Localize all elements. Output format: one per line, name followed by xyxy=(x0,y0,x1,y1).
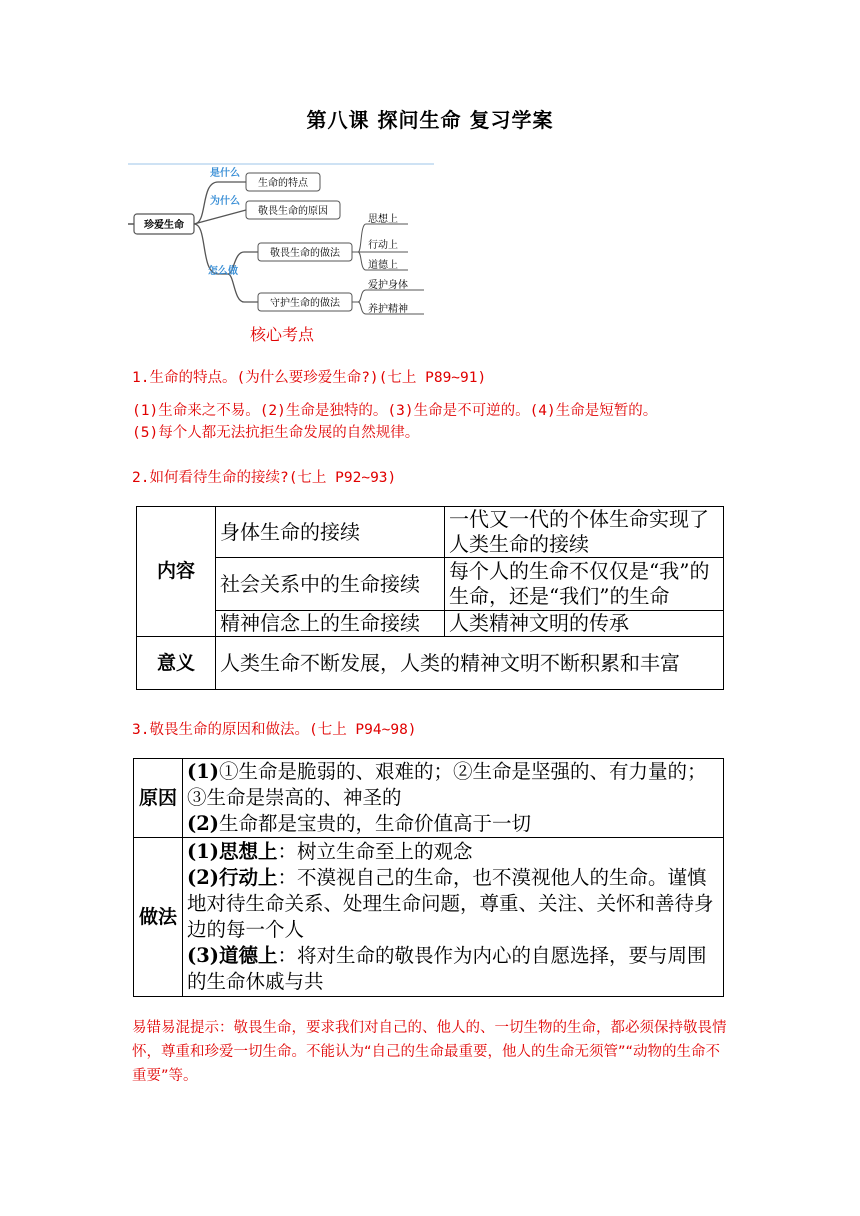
meaning-header: 意义 xyxy=(137,637,216,690)
mindmap-node-method: 敬畏生命的做法 xyxy=(270,248,340,259)
mindmap-node-features: 生命的特点 xyxy=(258,178,308,189)
reason-label-1: (1) xyxy=(187,760,220,783)
reason-text-1: ①生命是脆弱的、艰难的；②生命是坚强的、有力量的；③生命是崇高的、神圣的 xyxy=(187,760,707,809)
method-text-2: ：不漠视自己的生命，也不漠视他人的生命。谨慎地对待生命关系、处理生命问题，尊重、关注、关怀和善待身边的每一个人 xyxy=(187,866,714,941)
method-text-1: ：树立生命至上的观念 xyxy=(277,840,473,863)
table-cell-meaning: 人类生命不断发展，人类的精神文明不断积累和丰富 xyxy=(216,637,724,690)
mindmap-how-label: 怎么做 xyxy=(208,266,238,277)
core-points-caption: 核心考点 xyxy=(250,325,315,344)
mindmap-leaf-thought: 思想上 xyxy=(368,214,398,225)
mindmap-node-reason: 敬畏生命的原因 xyxy=(258,206,328,217)
concept-mind-map xyxy=(128,162,434,322)
mindmap-leaf-body: 爱护身体 xyxy=(368,280,408,291)
table-cell-desc: 人类精神文明的传承 xyxy=(445,611,724,637)
reason-label-2: (2) xyxy=(187,812,220,835)
table-row xyxy=(137,637,724,690)
content-header: 内容 xyxy=(137,507,216,637)
answer-1-line-2: (5)每个人都无法抗拒生命发展的自然规律。 xyxy=(132,425,420,441)
method-text-3: ：将对生命的敬畏作为内心的自愿选择，要与周围的生命休戚与共 xyxy=(187,944,707,993)
table-cell-desc: 每个人的生命不仅仅是“我”的生命，还是“我们”的生命 xyxy=(445,558,724,611)
method-label-2: (2)行动上 xyxy=(187,866,278,889)
table-row xyxy=(137,507,724,558)
table-row xyxy=(137,611,724,637)
method-cell xyxy=(183,838,724,997)
reason-header: 原因 xyxy=(134,759,183,838)
table-row xyxy=(137,558,724,611)
answer-1-line-1: (1)生命来之不易。(2)生命是独特的。(3)生命是不可逆的。(4)生命是短暂的。 xyxy=(132,403,658,419)
mindmap-why-label: 为什么 xyxy=(210,196,240,207)
table-row xyxy=(134,838,724,997)
common-mistake-tip: 易错易混提示：敬畏生命，要求我们对自己的、他人的、一切生物的生命，都必须保持敬畏情怀，尊重和珍爱一切生命。不能认为“自己的生命最重要，他人的生命无须管”“动物的生命不重要”等。 xyxy=(132,1020,727,1084)
table-cell-type: 社会关系中的生命接续 xyxy=(216,558,445,611)
answer-1 xyxy=(132,400,742,444)
method-label-3: (3)道德上 xyxy=(187,944,278,967)
mindmap-leaf-moral: 道德上 xyxy=(368,260,398,271)
table-row xyxy=(134,759,724,838)
life-continuation-table xyxy=(136,506,724,690)
mindmap-what-label: 是什么 xyxy=(210,168,240,179)
table-cell-type: 精神信念上的生命接续 xyxy=(216,611,445,637)
question-2: 2.如何看待生命的接续?(七上 P92~93) xyxy=(132,470,397,486)
mindmap-leaf-spirit: 养护精神 xyxy=(368,304,408,315)
question-1: 1.生命的特点。(为什么要珍爱生命?)(七上 P89~91) xyxy=(132,370,487,386)
table-cell-type: 身体生命的接续 xyxy=(216,507,445,558)
awe-of-life-table xyxy=(133,758,724,997)
method-label-1: (1)思想上 xyxy=(187,840,278,863)
method-header: 做法 xyxy=(134,838,183,997)
reason-cell xyxy=(183,759,724,838)
mindmap-leaf-action: 行动上 xyxy=(368,240,398,251)
table-cell-desc: 一代又一代的个体生命实现了人类生命的接续 xyxy=(445,507,724,558)
question-3: 3.敬畏生命的原因和做法。(七上 P94~98) xyxy=(132,722,417,738)
mindmap-root: 珍爱生命 xyxy=(144,220,184,231)
page-title: 第八课 探问生命 复习学案 xyxy=(306,108,554,132)
reason-text-2: 生命都是宝贵的，生命价值高于一切 xyxy=(219,812,532,835)
mindmap-node-guard: 守护生命的做法 xyxy=(270,298,340,309)
